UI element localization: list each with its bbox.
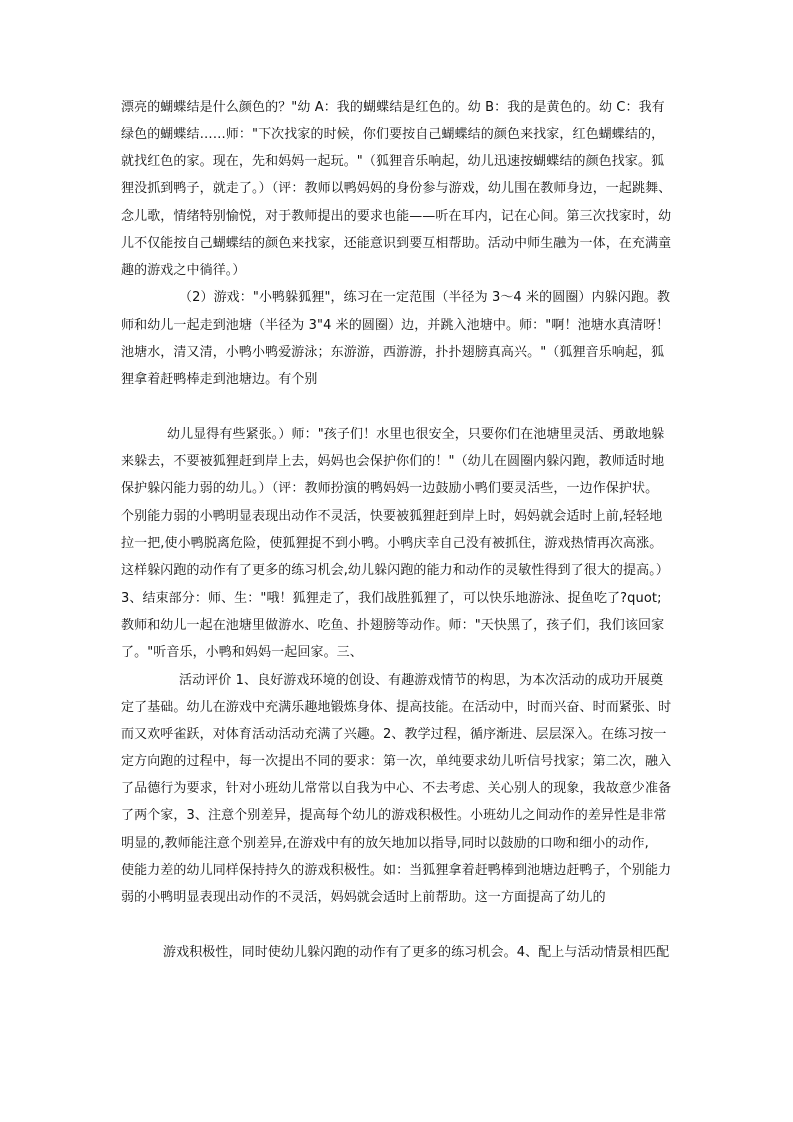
paragraph-line: 就找红色的家。现在，先和妈妈一起玩。"（狐狸音乐响起，幼儿迅速按蝴蝶结的颜色找家。狐 [121,154,665,169]
paragraph-line: 保护躲闪能力弱的幼儿。）（评：教师扮演的鸭妈妈一边鼓励小鸭们要灵活些，一边作保护状。 [121,481,659,496]
paragraph-line: 3、结束部分：师、生："哦！狐狸走了，我们战胜狐狸了，可以快乐地游泳、捉鱼吃了?quot; [121,591,662,606]
paragraph-line: 个别能力弱的小鸭明显表现出动作不灵活，快要被狐狸赶到岸上时，妈妈就会适时上前,轻轻地 [121,509,663,524]
paragraph-line: 教师和幼儿一起在池塘里做游水、吃鱼、扑翅膀等动作。师："天快黑了，孩子们，我们该回家 [121,618,665,633]
paragraph-line: 了。"听音乐，小鸭和妈妈一起回家。三、 [121,645,363,660]
paragraph-line: 而又欢呼雀跃，对体育活动活动充满了兴趣。2、教学过程，循序渐进、层层深入。在练习按一 [121,727,667,742]
paragraph-line: 狸没抓到鸭子，就走了。）（评：教师以鸭妈妈的身份参与游戏，幼儿围在教师身边，一起跳舞、 [121,181,672,196]
paragraph-line: 拉一把,使小鸭脱离危险，使狐狸捉不到小鸭。小鸭庆幸自己没有被抓住，游戏热情再次高涨。 [121,536,663,551]
paragraph-line: 明显的,教师能注意个别差异,在游戏中有的放矢地加以指导,同时以鼓励的口吻和细小的动作, [121,836,649,851]
paragraph-line: 使能力差的幼儿同样保持持久的游戏积极性。如：当狐狸拿着赶鸭棒到池塘边赶鸭子，个别能力 [121,863,672,878]
paragraph-line: 定方向跑的过程中，每一次提出不同的要求：第一次，单纯要求幼儿听信号找家；第二次，融入 [121,754,672,769]
paragraph-line: 狸拿着赶鸭棒走到池塘边。有个别 [121,372,318,387]
paragraph-line: 师和幼儿一起走到池塘（半径为 3"4 米的圆圈）边，并跳入池塘中。师："啊！池塘水真清呀！ [121,318,670,333]
paragraph-line: 定了基础。幼儿在游戏中充满乐趣地锻炼身体、提高技能。在活动中，时而兴奋、时而紧张、时 [121,700,672,715]
paragraph-line: 漂亮的蝴蝶结是什么颜色的？"幼 A：我的蝴蝶结是红色的。幼 B：我的是黄色的。幼 C：我有 [121,100,665,115]
paragraph-line: 念儿歌，情绪特别愉悦，对于教师提出的要求也能——听在耳内，记在心间。第三次找家时，幼 [121,209,672,224]
paragraph-line: 活动评价 1、良好游戏环境的创设、有趣游戏情节的构思，为本次活动的成功开展奠 [179,673,664,688]
paragraph-line: 绿色的蝴蝶结……师："下次找家的时候，你们要按自己蝴蝶结的颜色来找家，红色蝴蝶结的， [121,127,665,142]
paragraph-line: 游戏积极性，同时使幼儿躲闪跑的动作有了更多的练习机会。4、配上与活动情景相匹配 [163,945,670,960]
paragraph-line: 弱的小鸭明显表现出动作的不灵活，妈妈就会适时上前帮助。这一方面提高了幼儿的 [121,890,606,905]
paragraph-line: 趣的游戏之中徜徉。） [121,263,246,278]
paragraph-line: 了品德行为要求，针对小班幼儿常常以自我为中心、不去考虑、关心别人的现象，我故意少准备 [121,781,672,796]
paragraph-line: （2）游戏："小鸭躲狐狸"，练习在一定范围（半径为 3～4 米的圆圈）内躲闪跑。教 [179,290,671,305]
paragraph-line: 了两个家，3、注意个别差异，提高每个幼儿的游戏积极性。小班幼儿之间动作的差异性是非常 [121,808,667,823]
paragraph-line: 来躲去，不要被狐狸赶到岸上去，妈妈也会保护你们的！"（幼儿在圆圈内躲闪跑，教师适时地 [121,454,665,469]
paragraph-line: 幼儿显得有些紧张。）师："孩子们！水里也很安全，只要你们在池塘里灵活、勇敢地躲 [167,427,665,442]
paragraph-line: 这样躲闪跑的动作有了更多的练习机会,幼儿躲闪跑的能力和动作的灵敏性得到了很大的提高。） [121,563,669,578]
paragraph-line: 儿不仅能按自己蝴蝶结的颜色来找家，还能意识到要互相帮助。活动中师生融为一体，在充满童 [121,236,672,251]
paragraph-line: 池塘水，清又清，小鸭小鸭爱游泳；东游游，西游游，扑扑翅膀真高兴。"（狐狸音乐响起，狐 [121,345,665,360]
